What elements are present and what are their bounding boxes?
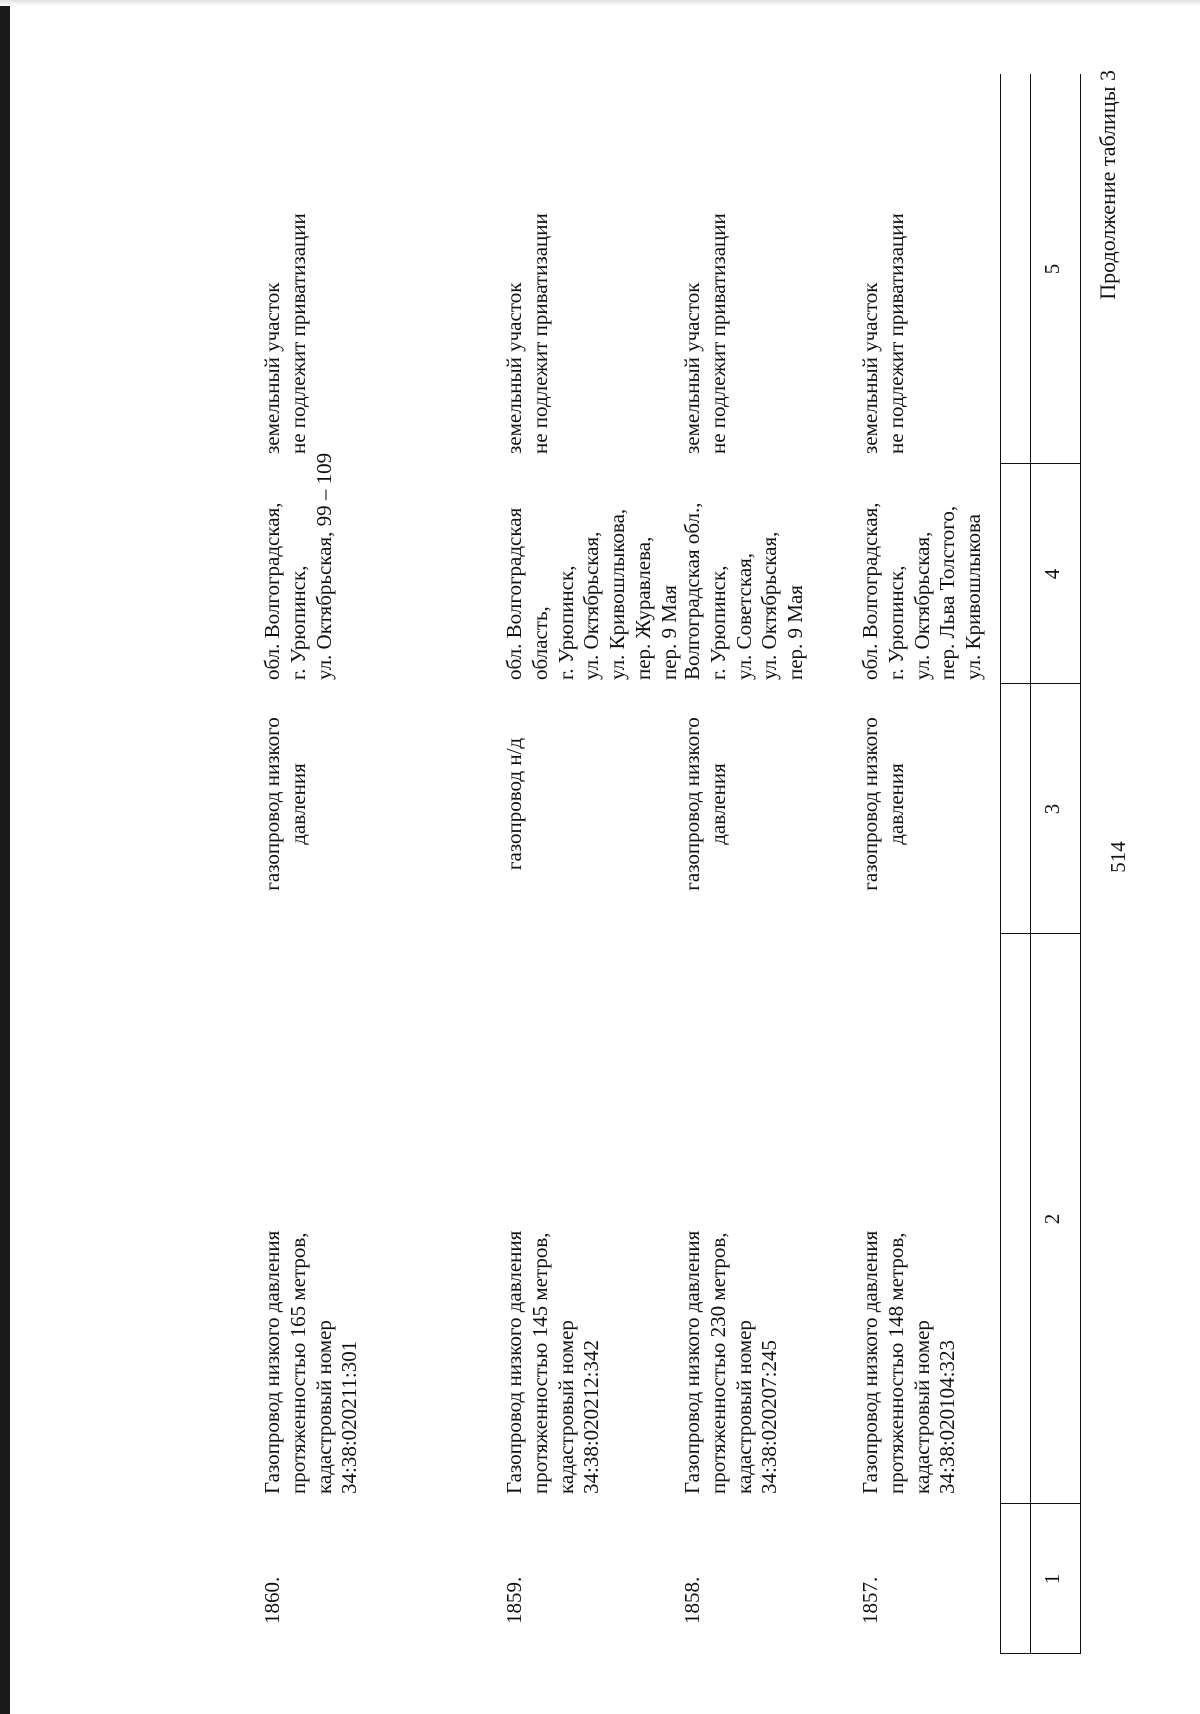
- header-bottom-border: [1000, 74, 1001, 1654]
- row-1859-name: Газопровод низкого давления протяженностью 145 метров, кадастровый номер 34:38:020212:342: [502, 1230, 604, 1494]
- header-divider: [1030, 74, 1031, 1654]
- page-number: 514: [1106, 841, 1130, 873]
- row-1858-note: земельный участок не подлежит приватизации: [680, 213, 730, 454]
- row-1860-number: 1860.: [260, 1576, 284, 1624]
- row-1859-type: газопровод н/д: [502, 737, 526, 871]
- row-1858-name: Газопровод низкого давления протяженностью 230 метров, кадастровый номер 34:38:020207:245: [680, 1230, 782, 1494]
- row-1858-address: Волгоградская обл., г. Урюпинск, ул. Советская, ул. Октябрьская, пер. 9 Мая: [680, 502, 808, 680]
- table-top-border: [1080, 74, 1081, 1654]
- row-1857-type: газопровод низкого давления: [858, 717, 908, 891]
- row-1858-number: 1858.: [680, 1576, 704, 1624]
- row-1860-address: обл. Волгоградская, г. Урюпинск, ул. Октябрьская, 99 – 109: [260, 452, 336, 680]
- row-1860-note: земельный участок не подлежит приватизации: [260, 213, 310, 454]
- col-number-2: 2: [1040, 1213, 1064, 1225]
- row-1860-name: Газопровод низкого давления протяженностью 165 метров, кадастровый номер 34:38:020211:301: [260, 1230, 362, 1494]
- row-1859-address: обл. Волгоградская область, г. Урюпинск, ул. Октябрьская, ул. Кривошлыкова, пер. Журавлева, пер. 9 Мая: [502, 507, 681, 680]
- row-1859-note: земельный участок не подлежит приватизации: [502, 213, 552, 454]
- table-caption: Продолжение таблицы 3: [1095, 70, 1120, 300]
- row-1858-type: газопровод низкого давления: [680, 717, 730, 891]
- row-1857-number: 1857.: [858, 1576, 882, 1624]
- col-number-3: 3: [1040, 803, 1064, 815]
- col-number-1: 1: [1040, 1573, 1064, 1585]
- row-1859-number: 1859.: [502, 1576, 526, 1624]
- col-number-5: 5: [1040, 263, 1064, 275]
- col-number-4: 4: [1040, 568, 1064, 580]
- row-1860-type: газопровод низкого давления: [260, 717, 310, 891]
- row-1857-name: Газопровод низкого давления протяженностью 148 метров, кадастровый номер 34:38:020104:323: [858, 1230, 960, 1494]
- row-1857-address: обл. Волгоградская, г. Урюпинск, ул. Октябрьская, пер. Льва Толстого, ул. Кривошлыкова: [858, 502, 986, 680]
- row-1857-note: земельный участок не подлежит приватизации: [858, 213, 908, 454]
